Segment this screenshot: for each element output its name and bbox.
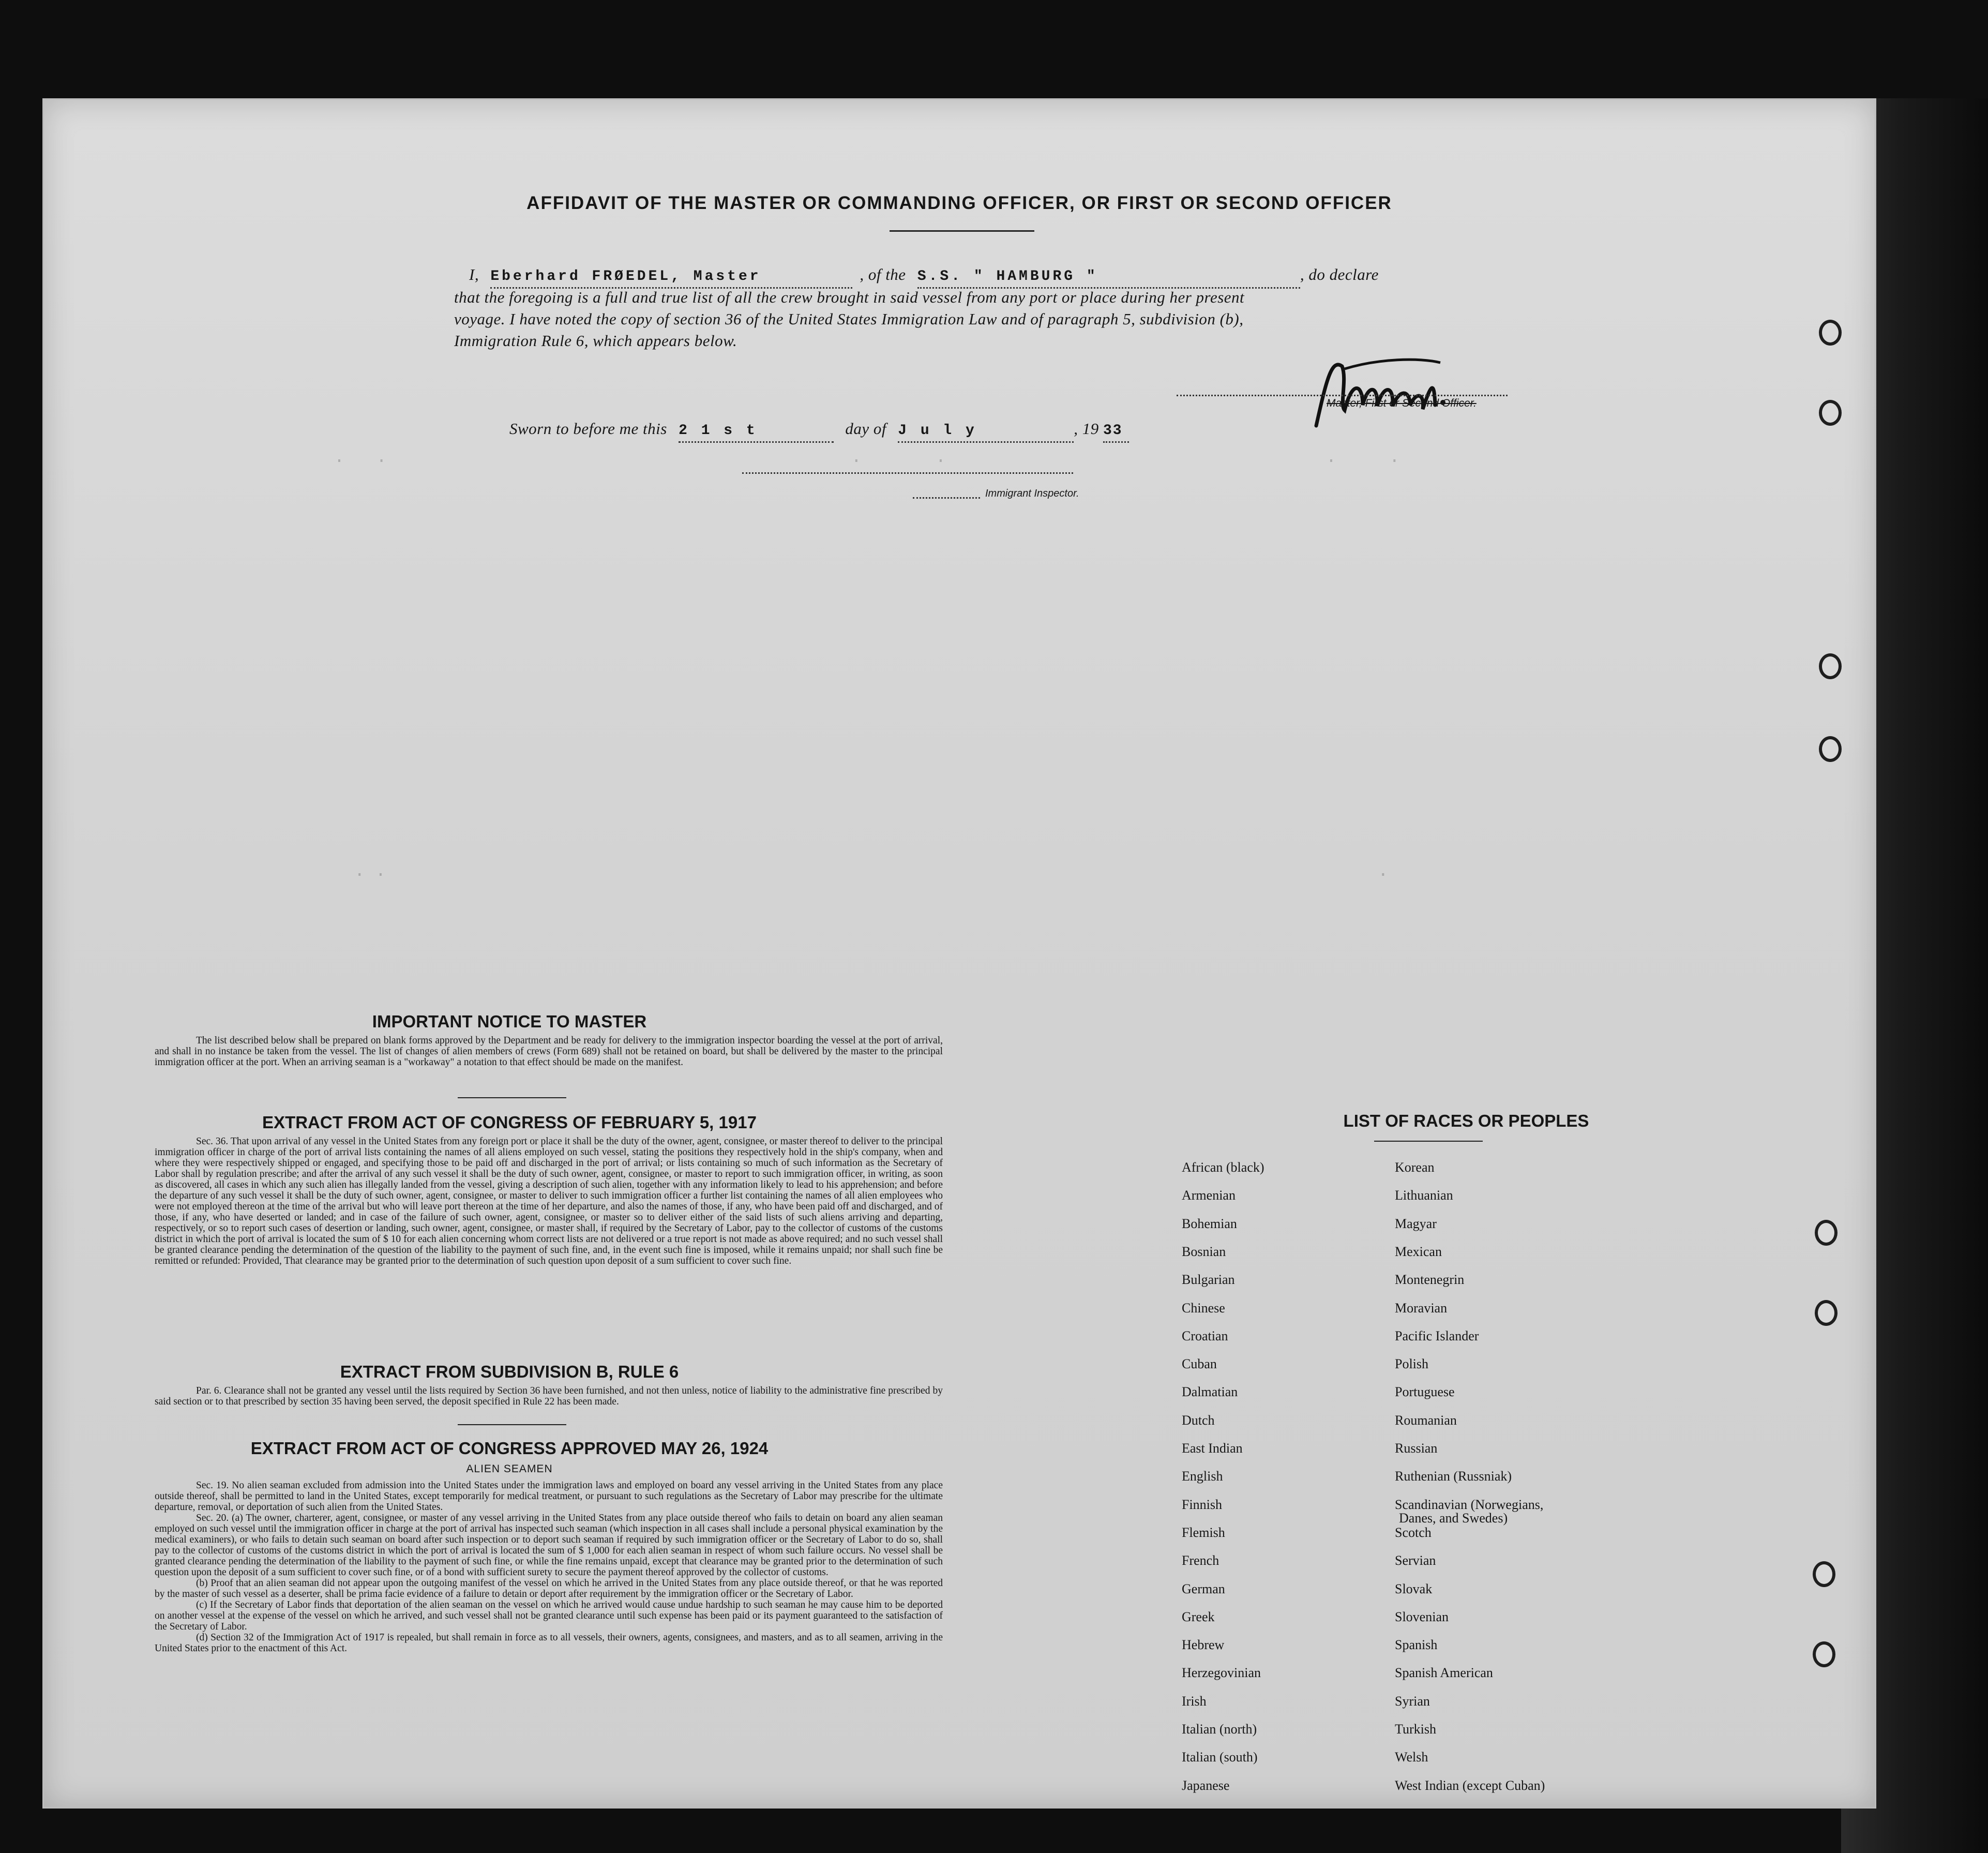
alien-seamen-subtitle: ALIEN SEAMEN xyxy=(466,1463,553,1475)
race-item: Bohemian xyxy=(1182,1216,1237,1231)
race-item: East Indian xyxy=(1182,1441,1243,1456)
race-item: Scandinavian (Norwegians, xyxy=(1395,1497,1544,1512)
par-6-paragraph: Par. 6. Clearance shall not be granted any vessel until the lists required by Section 36 have been furnished, and not then unless, notice of liability to the administrative fine prescribed by said section or to that prescribed by section 35 having been served, the deposit specified in Rule 22 has been made. xyxy=(155,1385,943,1407)
race-item: Herzegovinian xyxy=(1182,1665,1261,1681)
extract-1917-title: EXTRACT FROM ACT OF CONGRESS OF FEBRUARY 5, 1917 xyxy=(262,1113,757,1132)
sworn-month-field: J u l y xyxy=(898,421,1074,443)
race-item: Dalmatian xyxy=(1182,1384,1238,1400)
race-item: Ruthenian (Russniak) xyxy=(1395,1469,1512,1484)
sec-19-paragraph: Sec. 19. No alien seaman excluded from admission into the United States under the immigration laws and employed on board any vessel arriving in the United States from any place outside thereof, shall be permitted to land in the United States, except temporarily for medical treatment, or pursuant to such regulations as the Secretary of Labor may prescribe for the ultimate departure, removal, or deportation of such alien from the United States. xyxy=(155,1480,943,1513)
extract-1924-text xyxy=(155,1480,943,1654)
year-prefix: , 19 xyxy=(1074,420,1099,438)
race-item: Greek xyxy=(1182,1609,1215,1624)
race-item: Polish xyxy=(1395,1356,1429,1372)
sec-20a-paragraph: Sec. 20. (a) The owner, charterer, agent, consignee, or master of any vessel arriving in the United States from any place outside thereof who fails to detain on board any alien seaman employed on such vessel until the immigration officer in charge at the port of arrival has inspected such seaman (which inspection in all cases shall include a personal physical examination by the medical examiners), or who fails to detain such seaman on board after such inspection or to deport such seaman if required by such immigration officer or the Secretary of Labor to do so, shall pay to the collector of customs of the customs district in which the port of arrival is located the sum of $ 1,000 for each alien seaman in respect of whom such failure occurs. No vessel shall be granted clearance pending the determination of the liability to the payment of such fine, or while the fine remains unpaid, except that clearance may be granted prior to the determination of such question upon the deposit of a sum sufficient to cover such fine, or of a bond with sufficient surety to secure the payment thereof approved by the collector of customs. xyxy=(155,1513,943,1578)
affidavit-line-2: that the foregoing is a full and true list of all the crew brought in said vessel from any port or place during her present xyxy=(454,288,1245,306)
extract-1924-title: EXTRACT FROM ACT OF CONGRESS APPROVED MAY 26, 1924 xyxy=(250,1439,769,1458)
race-item: Portuguese xyxy=(1395,1384,1455,1400)
race-item: Pacific Islander xyxy=(1395,1328,1479,1343)
affidavit-line-4: Immigration Rule 6, which appears below. xyxy=(454,332,737,350)
race-item: West Indian (except Cuban) xyxy=(1395,1777,1545,1793)
race-item: Armenian xyxy=(1182,1188,1236,1203)
race-item: Mexican xyxy=(1395,1244,1442,1259)
race-item: Moravian xyxy=(1395,1300,1448,1316)
extract-rule6-text xyxy=(155,1385,943,1407)
race-item: Scotch xyxy=(1395,1525,1432,1540)
race-item: Spanish American xyxy=(1395,1665,1493,1681)
sworn-text: Sworn to before me this xyxy=(509,420,667,438)
officer-signature xyxy=(1296,348,1513,436)
binder-hole xyxy=(1819,736,1842,762)
race-item: Servian xyxy=(1395,1553,1436,1568)
master-name-field: Eberhard FRØEDEL, Master xyxy=(490,266,852,289)
race-item: Turkish xyxy=(1395,1722,1436,1737)
race-item: Spanish xyxy=(1395,1637,1438,1653)
day-of-text: day of xyxy=(845,420,886,438)
races-title: LIST OF RACES OR PEOPLES xyxy=(1343,1111,1589,1130)
inspector-signature-line xyxy=(742,472,1073,474)
affidavit-title: AFFIDAVIT OF THE MASTER OR COMMANDING OFFICER, OR FIRST OR SECOND OFFICER xyxy=(526,193,1392,213)
race-item: Flemish xyxy=(1182,1525,1225,1540)
binder-hole xyxy=(1819,320,1842,346)
section-36-paragraph: Sec. 36. That upon arrival of any vessel in the United States from any foreign port or place it shall be the duty of the owner, agent, consignee, or master thereof to deliver to the principal immigration officer in charge of the port of arrival lists containing the names of all aliens employed on such vessel, stating the positions they respectively hold in the ship's company, when and where they were respectively shipped or engaged, and specifying those to be paid off and discharged in the port of arrival; or lists containing so much of such information as the Secretary of Labor shall by regulation prescribe; and after the arrival of any such vessel it shall be the duty of such owner, agent, consignee, or master to report to such immigration officer, in writing, as soon as discovered, all cases in which any such alien has illegally landed from the vessel, giving a description of such alien, together with any information likely to lead to his apprehension; and before the departure of any such vessel it shall be the duty of such owner, agent, consignee, or master to deliver to such immigration officer a further list containing the names of all alien employees who were not employed thereon at the time of the arrival but who will leave port thereon at the time of her departure, and also the names of those, if any, who have been paid off and discharged, and of those, if any, who have deserted or landed; and in case of the failure of such owner, agent, consignee, or master so to deliver either of the said lists of such aliens arriving and departing, respectively, or so to report such cases of desertion or landing, such owner, agent, consignee, or master shall, if required by the Secretary of Labor, pay to the collector of customs of the customs district in which the port of arrival is located the sum of $ 10 for each alien concerning whom correct lists are not delivered or a true report is not made as above required; and no such vessel shall be granted clearance pending the determination of the question of the liability to the payment of such fine, and, in the event such fine is imposed, while it remains unpaid; nor shall such fine be remitted or refunded: Provided, That clearance may be granted prior to the determination of such question upon deposit of a sum sufficient to cover such fine. xyxy=(155,1136,943,1266)
notice-paragraph: The list described below shall be prepared on blank forms approved by the Department and be ready for delivery to the immigration inspector boarding the vessel at the port of arrival, and shall in no instance be taken from the vessel. The list of changes of alien members of crews (Form 689) shall not be retained on board, but shall be delivered by the master to the principal immigration officer at the port. When an arriving seaman is a "workaway" a notation to that effect should be made on the manifest. xyxy=(155,1035,943,1068)
show-through-text: · · · xyxy=(354,865,1389,885)
race-item: Russian xyxy=(1395,1441,1438,1456)
affidavit-line-1 xyxy=(469,264,1514,289)
race-item: African (black) xyxy=(1182,1160,1264,1175)
race-item: French xyxy=(1182,1553,1219,1568)
inspector-label: Immigrant Inspector. xyxy=(985,488,1079,499)
race-item: Italian (south) xyxy=(1182,1750,1258,1765)
notice-title: IMPORTANT NOTICE TO MASTER xyxy=(372,1012,647,1031)
of-the-text: , of the xyxy=(860,265,906,283)
binder-hole xyxy=(1813,1641,1835,1667)
race-item: Lithuanian xyxy=(1395,1188,1453,1203)
race-item: Bulgarian xyxy=(1182,1272,1235,1288)
sec-20b-paragraph: (b) Proof that an alien seaman did not appear upon the outgoing manifest of the vessel on which he arrived in the United States from any place outside thereof, or that he was reported by the master of such vessel as a deserter, shall be prima facie evidence of a failure to detain or deport after requirement by the immigration officer or the Secretary of Labor. xyxy=(155,1578,943,1600)
race-item: Syrian xyxy=(1395,1693,1430,1709)
extract-rule6-title: EXTRACT FROM SUBDIVISION B, RULE 6 xyxy=(340,1362,679,1381)
binder-hole xyxy=(1813,1561,1835,1587)
do-declare-text: , do declare xyxy=(1300,265,1379,283)
race-item: Croatian xyxy=(1182,1328,1228,1343)
vessel-name-field: S.S. " HAMBURG " xyxy=(917,266,1300,289)
race-item: Slovenian xyxy=(1395,1609,1449,1624)
race-item: Korean xyxy=(1395,1160,1435,1175)
binder-hole xyxy=(1819,400,1842,426)
affidavit-prefix: I, xyxy=(469,265,479,283)
race-item: Finnish xyxy=(1182,1497,1223,1512)
race-item: German xyxy=(1182,1581,1225,1596)
signature-caption: Master, First or Second Officer. xyxy=(1327,397,1477,409)
races-title-underline xyxy=(1374,1141,1483,1142)
race-item: Hebrew xyxy=(1182,1637,1225,1653)
signature-line xyxy=(1177,395,1508,396)
race-item: Chinese xyxy=(1182,1300,1225,1316)
race-item: Italian (north) xyxy=(1182,1722,1257,1737)
notice-text xyxy=(155,1035,943,1068)
race-item: Cuban xyxy=(1182,1356,1217,1372)
binder-hole xyxy=(1819,653,1842,679)
affidavit-page xyxy=(42,98,1876,1809)
sworn-line xyxy=(509,419,1285,443)
inspector-label-leader xyxy=(913,497,980,499)
race-item: Slovak xyxy=(1395,1581,1433,1596)
binder-hole xyxy=(1815,1220,1838,1246)
race-item: Magyar xyxy=(1395,1216,1437,1231)
sec-20d-paragraph: (d) Section 32 of the Immigration Act of 1917 is repealed, but shall remain in force as to all vessels, their owners, agents, consignees, and masters, and as to all seamen, arriving in the United States prior to the enactment of this Act. xyxy=(155,1632,943,1654)
section-divider xyxy=(458,1424,566,1425)
sworn-day-field: 2 1 s t xyxy=(679,421,834,443)
sworn-year-field: 33 xyxy=(1103,421,1129,443)
title-underline xyxy=(890,230,1034,232)
extract-1917-text xyxy=(155,1136,943,1266)
race-item: English xyxy=(1182,1469,1223,1484)
race-item: Japanese xyxy=(1182,1777,1230,1793)
race-item: Irish xyxy=(1182,1693,1207,1709)
race-item: Welsh xyxy=(1395,1750,1428,1765)
race-item: Montenegrin xyxy=(1395,1272,1465,1288)
show-through-text: · · · · · · xyxy=(313,452,1400,471)
race-item: Bosnian xyxy=(1182,1244,1226,1259)
race-item: Roumanian xyxy=(1395,1412,1457,1428)
race-item: Dutch xyxy=(1182,1412,1215,1428)
affidavit-line-3: voyage. I have noted the copy of section 36 of the United States Immigration Law and of paragraph 5, subdivision (b), xyxy=(454,310,1244,328)
binder-hole xyxy=(1815,1300,1838,1326)
race-item: Danes, and Swedes) xyxy=(1399,1510,1508,1526)
section-divider xyxy=(458,1097,566,1098)
sec-20c-paragraph: (c) If the Secretary of Labor finds that deportation of the alien seaman on the vessel on which he arrived would cause undue hardship to such seaman he may cause him to be deported on another vessel at the expense of the vessel on which he arrived, and such vessel shall not be granted clearance until such expense has been paid or its payment guaranteed to the satisfaction of the Secretary of Labor. xyxy=(155,1600,943,1632)
